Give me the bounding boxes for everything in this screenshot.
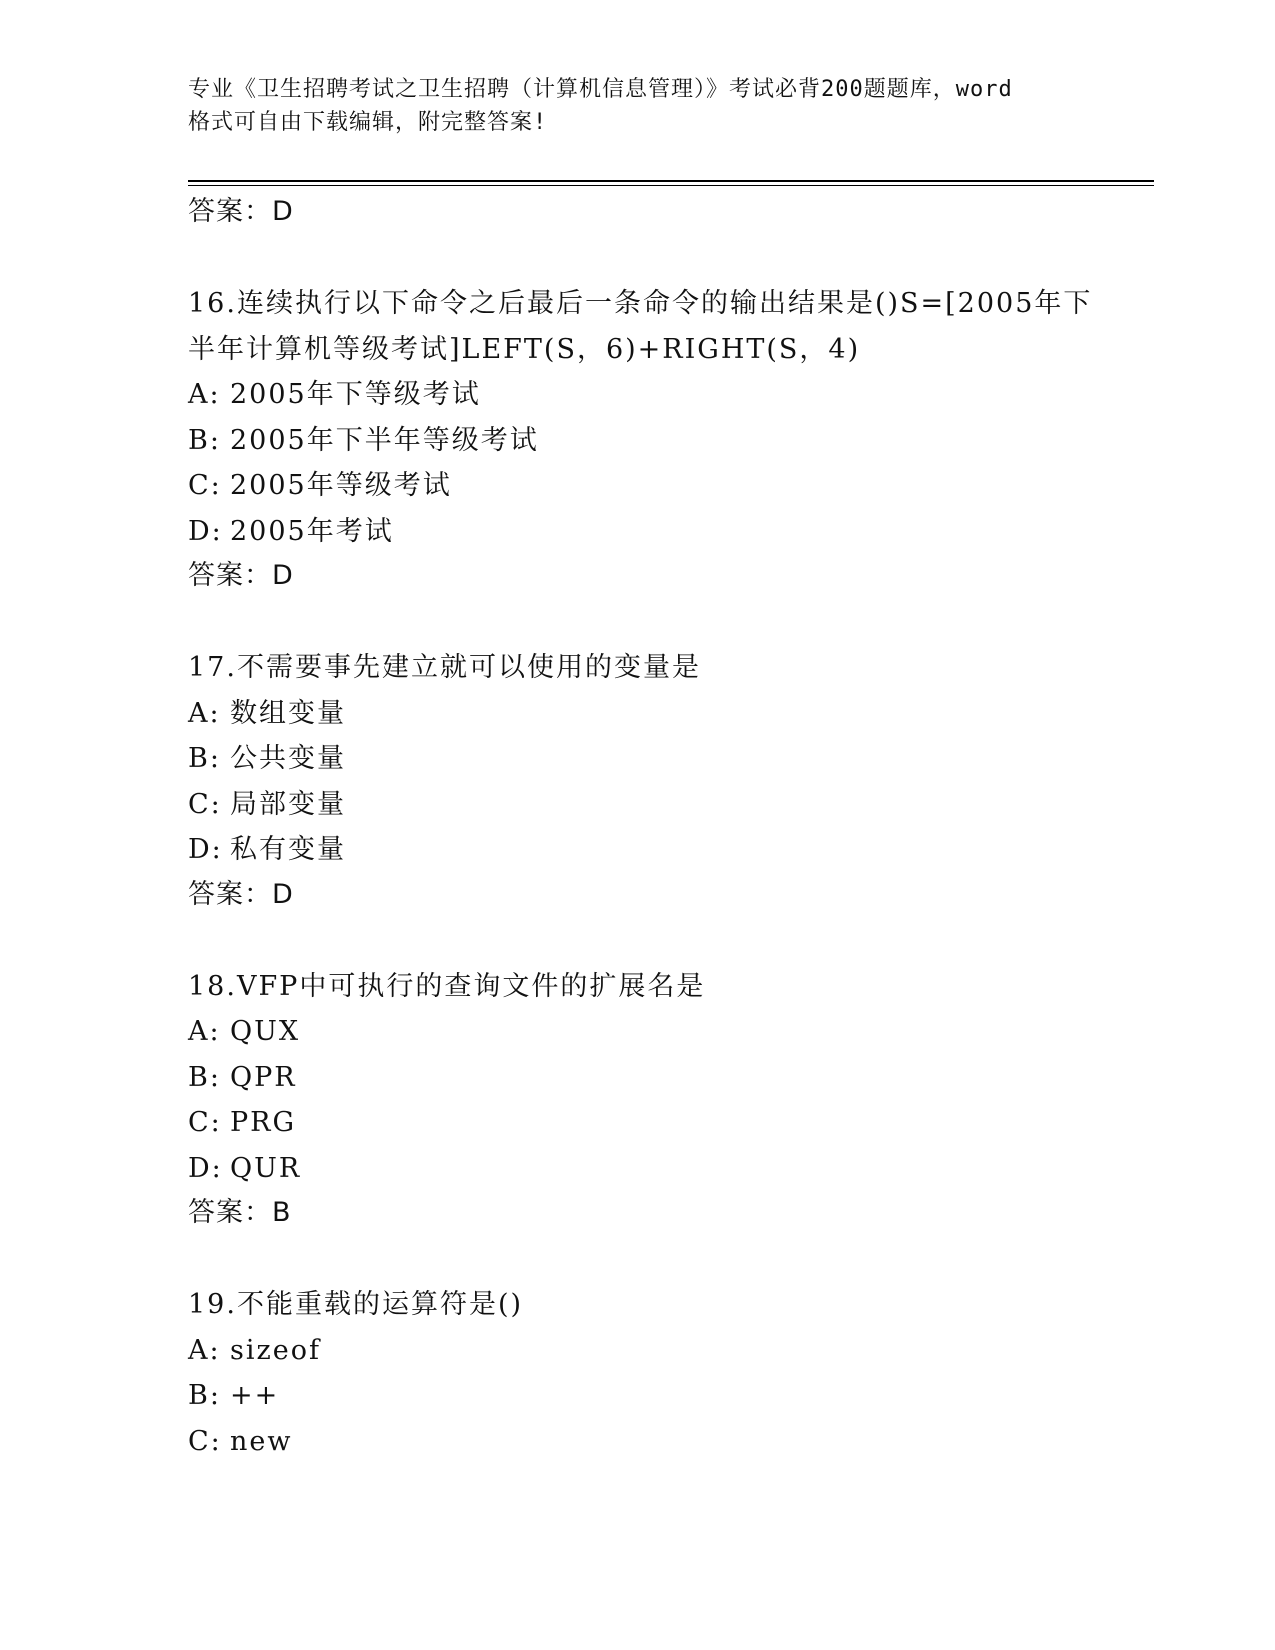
option-text: QUR	[230, 1152, 302, 1184]
option-letter: C:	[188, 1107, 222, 1138]
option-text: QUX	[230, 1016, 301, 1047]
option-c	[188, 1100, 1128, 1146]
option-d	[188, 827, 1128, 873]
option-letter: D:	[188, 1152, 223, 1184]
option-text: 私有变量	[230, 834, 346, 865]
question-16	[188, 281, 1128, 598]
option-a	[188, 372, 1128, 418]
option-text: 2005年等级考试	[230, 470, 452, 501]
option-a	[188, 1328, 1128, 1374]
question-19	[188, 1282, 1128, 1464]
option-letter: C:	[188, 1425, 222, 1457]
option-b	[188, 1373, 1128, 1419]
question-text: 18.VFP中可执行的查询文件的扩展名是	[188, 970, 706, 1002]
header-line-2: 格式可自由下载编辑，附完整答案!	[188, 110, 548, 135]
document-body	[188, 190, 1128, 1464]
option-letter: C:	[188, 788, 222, 820]
option-text: 2005年考试	[230, 515, 394, 547]
option-c	[188, 782, 1128, 828]
option-text: ++	[230, 1380, 280, 1411]
option-letter: A:	[188, 379, 221, 410]
option-c	[188, 463, 1128, 509]
option-letter: B:	[188, 743, 221, 774]
option-text: 数组变量	[230, 697, 346, 729]
option-text: 2005年下半年等级考试	[230, 424, 539, 456]
option-text: new	[230, 1425, 293, 1457]
option-b	[188, 736, 1128, 782]
question-text: 19.不能重载的运算符是()	[188, 1289, 524, 1320]
question-text: 16.连续执行以下命令之后最后一条命令的输出结果是()S=[2005年下	[188, 288, 1093, 319]
question-17	[188, 645, 1128, 917]
answer-label: 答案：B	[188, 1197, 292, 1228]
question-text-continued: 半年计算机等级考试]LEFT(S，6)+RIGHT(S，4)	[188, 333, 861, 365]
option-d	[188, 509, 1128, 555]
option-text: 公共变量	[230, 743, 346, 774]
option-letter: A:	[188, 1334, 221, 1366]
header-rule-thick	[188, 180, 1154, 182]
option-letter: C:	[188, 470, 222, 501]
option-c	[188, 1419, 1128, 1465]
option-text: 2005年下等级考试	[230, 379, 481, 410]
option-letter: D:	[188, 515, 223, 547]
option-d	[188, 1146, 1128, 1192]
answer-label: 答案：D	[188, 196, 294, 227]
answer-label: 答案：D	[188, 560, 294, 591]
option-a	[188, 691, 1128, 737]
question-18	[188, 964, 1128, 1236]
option-letter: B:	[188, 1380, 221, 1411]
option-b	[188, 418, 1128, 464]
option-letter: A:	[188, 1016, 221, 1047]
option-text: QPR	[230, 1061, 297, 1093]
document-header	[188, 73, 1088, 139]
answer-label: 答案：D	[188, 878, 294, 910]
option-text: sizeof	[230, 1334, 321, 1366]
option-a	[188, 1009, 1128, 1055]
option-letter: D:	[188, 834, 223, 865]
option-text: PRG	[230, 1107, 297, 1138]
question-text: 17.不需要事先建立就可以使用的变量是	[188, 652, 701, 683]
option-letter: B:	[188, 424, 221, 456]
option-b	[188, 1055, 1128, 1101]
option-text: 局部变量	[230, 788, 346, 820]
option-letter: B:	[188, 1061, 221, 1093]
option-letter: A:	[188, 697, 221, 729]
header-line-1: 专业《卫生招聘考试之卫生招聘（计算机信息管理）》考试必背200题题库，word	[188, 77, 1013, 102]
header-rule-thin	[188, 185, 1154, 186]
